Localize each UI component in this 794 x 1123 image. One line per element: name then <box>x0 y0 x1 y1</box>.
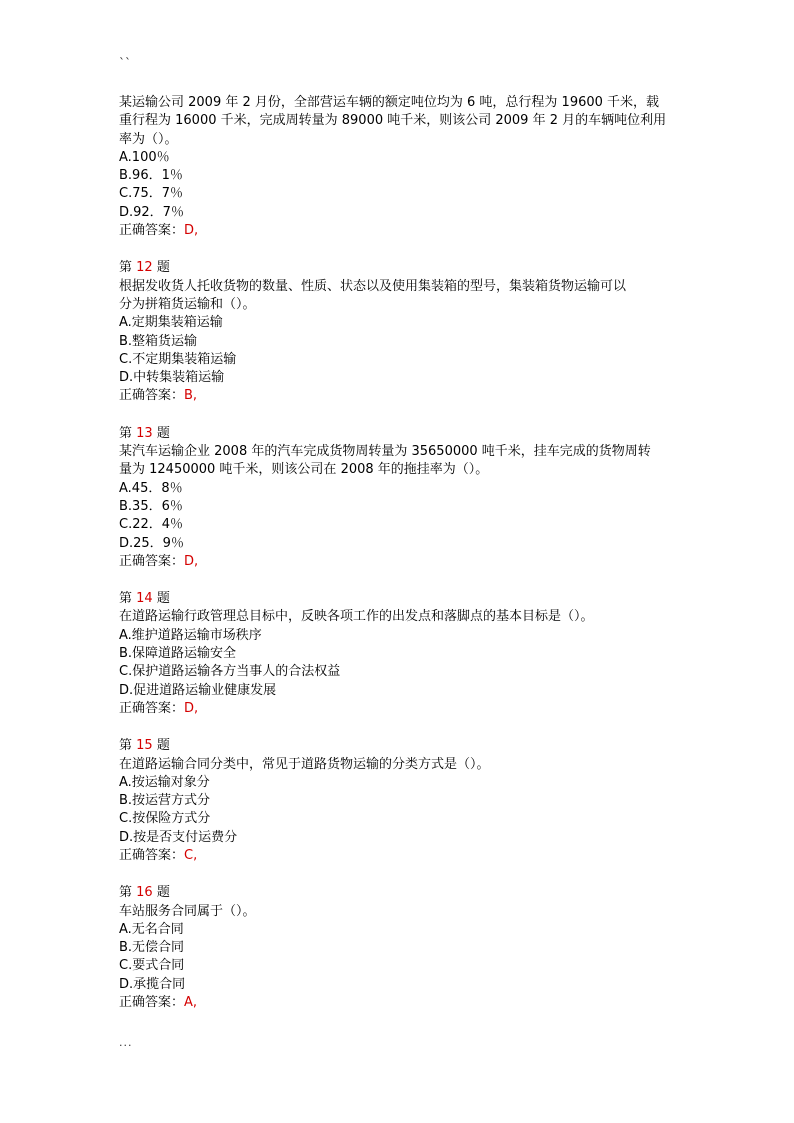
answer-label: 正确答案： <box>119 223 185 239</box>
question-header <box>119 590 679 608</box>
question-prefix: 第 <box>119 260 133 276</box>
option-a: A.维护道路运输市场秩序 <box>119 627 262 643</box>
answer-label: 正确答案： <box>119 388 185 404</box>
question-stem-line: 车站服务合同属于（）。 <box>119 903 256 919</box>
answer-label: 正确答案： <box>119 847 185 863</box>
question-13 <box>119 425 679 571</box>
question-header <box>119 737 679 755</box>
answer-value: A, <box>184 995 198 1011</box>
question-16 <box>119 884 679 1012</box>
answer-line <box>119 553 679 571</box>
option-d: D.25．9％ <box>119 535 184 551</box>
option-c: C.保护道路运输各方当事人的合法权益 <box>119 664 341 680</box>
option-c: C.要式合同 <box>119 958 185 974</box>
question-stem-line: 率为（）。 <box>119 131 178 147</box>
question-stem-line: 重行程为 16000 千米，完成周转量为 89000 吨千米，则该公司 2009 年 2 月的车辆吨位利用 <box>119 113 667 129</box>
question-header <box>119 425 679 443</box>
question-number: 15 <box>136 738 153 754</box>
answer-line <box>119 700 679 718</box>
answer-value: D, <box>184 553 199 569</box>
option-a: A.按运输对象分 <box>119 774 210 790</box>
question-14 <box>119 590 679 718</box>
question-number: 13 <box>136 425 153 441</box>
answer-value: D, <box>184 223 199 239</box>
answer-line <box>119 387 679 405</box>
option-d: D.按是否支付运费分 <box>119 829 238 845</box>
answer-value: C, <box>184 847 198 863</box>
answer-label: 正确答案： <box>119 995 185 1011</box>
question-15 <box>119 737 679 865</box>
answer-label: 正确答案： <box>119 553 185 569</box>
question-suffix: 题 <box>156 885 170 901</box>
option-b: B.保障道路运输安全 <box>119 646 237 662</box>
option-b: B.35．6％ <box>119 498 183 514</box>
option-d: D.92．7％ <box>119 204 184 220</box>
question-stem-line: 根据发收货人托收货物的数量、性质、状态以及使用集装箱的型号，集装箱货物运输可以 <box>119 278 627 294</box>
answer-label: 正确答案： <box>119 700 185 716</box>
question-12 <box>119 259 679 405</box>
option-b: B.整箱货运输 <box>119 333 198 349</box>
question-stem-line: 某汽车运输企业 2008 年的汽车完成货物周转量为 35650000 吨千米，挂车完成的货物周转 <box>119 444 651 460</box>
option-a: A.100％ <box>119 149 170 165</box>
question-number: 14 <box>136 591 153 607</box>
option-d: D.承揽合同 <box>119 976 186 992</box>
top-mark: `` <box>119 56 131 70</box>
answer-value: D, <box>184 700 199 716</box>
option-c: C.按保险方式分 <box>119 811 211 827</box>
question-suffix: 题 <box>156 260 170 276</box>
question-header <box>119 884 679 902</box>
question-stem-line: 在道路运输合同分类中，常见于道路货物运输的分类方式是（）。 <box>119 756 490 772</box>
question-list <box>119 94 679 1031</box>
question-suffix: 题 <box>156 591 170 607</box>
question-number: 12 <box>136 260 153 276</box>
answer-value: B, <box>184 388 198 404</box>
question-prefix: 第 <box>119 591 133 607</box>
question-stem-line: 量为 12450000 吨千米，则该公司在 2008 年的拖挂率为（）。 <box>119 462 489 478</box>
option-b: B.无偿合同 <box>119 940 185 956</box>
question-stem-line: 分为拼箱货运输和（）。 <box>119 296 256 312</box>
question-suffix: 题 <box>156 738 170 754</box>
answer-line <box>119 847 679 865</box>
question-stem-line: 某运输公司 2009 年 2 月份，全部营运车辆的额定吨位均为 6 吨，总行程为 19600 千米，载 <box>119 95 660 110</box>
question-prefix: 第 <box>119 425 133 441</box>
question-stem-line: 在道路运输行政管理总目标中，反映各项工作的出发点和落脚点的基本目标是（）。 <box>119 609 594 625</box>
question-suffix: 题 <box>156 425 170 441</box>
option-a: A.45．8％ <box>119 480 183 496</box>
question-header <box>119 259 679 277</box>
bottom-mark: ... <box>119 1036 133 1049</box>
question-number: 16 <box>136 885 153 901</box>
question-11 <box>119 94 679 240</box>
answer-line <box>119 994 679 1012</box>
option-b: B.96．1％ <box>119 168 183 184</box>
option-d: D.促进道路运输业健康发展 <box>119 682 277 698</box>
option-b: B.按运营方式分 <box>119 793 211 809</box>
option-d: D.中转集装箱运输 <box>119 370 225 386</box>
option-c: C.75．7％ <box>119 186 184 202</box>
option-c: C.22．4％ <box>119 517 184 533</box>
answer-line <box>119 222 679 240</box>
option-a: A.定期集装箱运输 <box>119 315 223 331</box>
option-c: C.不定期集装箱运输 <box>119 351 237 367</box>
question-prefix: 第 <box>119 885 133 901</box>
question-prefix: 第 <box>119 738 133 754</box>
option-a: A.无名合同 <box>119 921 184 937</box>
